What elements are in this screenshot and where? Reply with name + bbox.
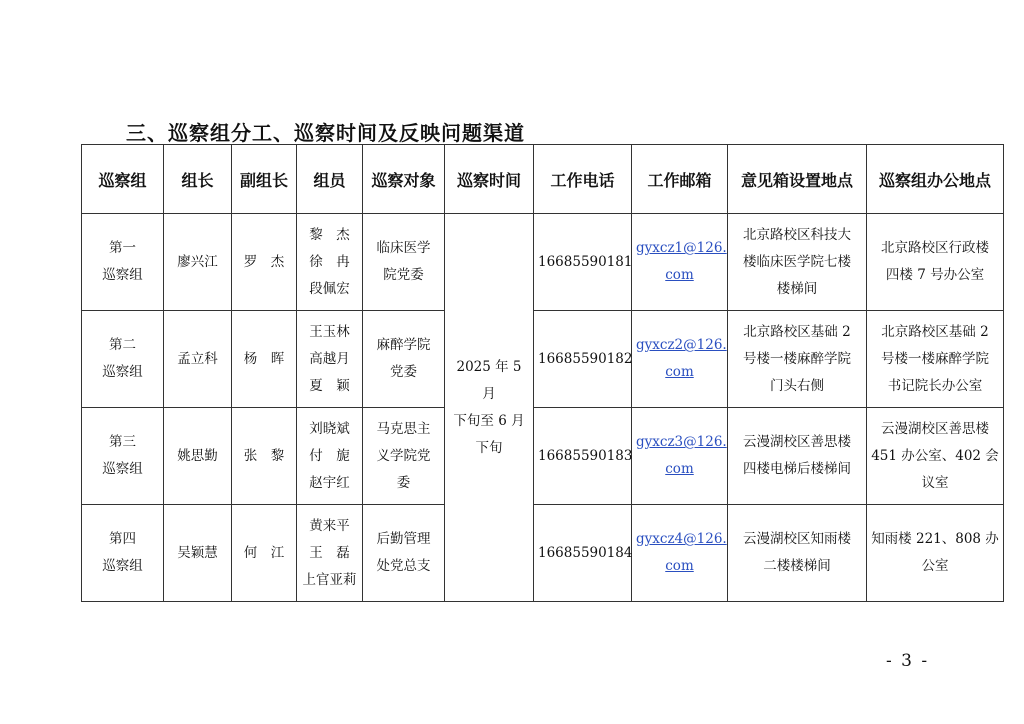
leader-cell: 姚思勤 [164,408,232,505]
phone-cell: 16685590181 [534,214,632,311]
members-cell: 刘晓斌 付 旎 赵宇红 [297,408,363,505]
box-location-cell: 云漫湖校区善思楼 四楼电梯后楼梯间 [728,408,867,505]
email-cell [632,408,728,505]
group-cell: 第一 巡察组 [82,214,164,311]
leader-cell: 廖兴江 [164,214,232,311]
box-location-cell: 云漫湖校区知雨楼 二楼楼梯间 [728,505,867,602]
group-cell: 第三 巡察组 [82,408,164,505]
page-number: - 3 - [886,651,930,671]
email-link[interactable]: gyxcz1@126. com [636,240,727,283]
deputy-cell: 何 江 [232,505,297,602]
office-location-cell: 知雨楼 221、808 办 公室 [867,505,1004,602]
email-link[interactable]: gyxcz3@126. com [636,434,727,477]
group-cell: 第二 巡察组 [82,311,164,408]
header-time: 巡察时间 [445,145,534,214]
header-target: 巡察对象 [363,145,445,214]
office-location-cell: 云漫湖校区善思楼 451 办公室、402 会 议室 [867,408,1004,505]
deputy-cell: 杨 晖 [232,311,297,408]
box-location-cell: 北京路校区科技大 楼临床医学院七楼 楼梯间 [728,214,867,311]
header-phone: 工作电话 [534,145,632,214]
time-cell: 2025 年 5 月 下旬至 6 月 下旬 [445,214,534,602]
group-cell: 第四 巡察组 [82,505,164,602]
header-deputy: 副组长 [232,145,297,214]
header-group: 巡察组 [82,145,164,214]
table-row [82,311,1004,408]
target-cell: 临床医学 院党委 [363,214,445,311]
email-cell [632,311,728,408]
members-cell: 黄来平 王 磊 上官亚莉 [297,505,363,602]
header-office-location: 巡察组办公地点 [867,145,1004,214]
deputy-cell: 张 黎 [232,408,297,505]
leader-cell: 孟立科 [164,311,232,408]
target-cell: 麻醉学院 党委 [363,311,445,408]
phone-cell: 16685590184 [534,505,632,602]
members-cell: 王玉林 高越月 夏 颖 [297,311,363,408]
office-location-cell: 北京路校区行政楼 四楼 7 号办公室 [867,214,1004,311]
deputy-cell: 罗 杰 [232,214,297,311]
members-cell: 黎 杰 徐 冉 段佩宏 [297,214,363,311]
table-row [82,505,1004,602]
table-header-row [82,145,1004,214]
leader-cell: 吴颖慧 [164,505,232,602]
table-row [82,408,1004,505]
email-link[interactable]: gyxcz4@126. com [636,531,727,574]
section-heading: 三、巡察组分工、巡察时间及反映问题渠道 [126,121,525,145]
header-leader: 组长 [164,145,232,214]
box-location-cell: 北京路校区基础 2 号楼一楼麻醉学院 门头右侧 [728,311,867,408]
phone-cell: 16685590182 [534,311,632,408]
header-box-location: 意见箱设置地点 [728,145,867,214]
target-cell: 马克思主 义学院党 委 [363,408,445,505]
inspection-table [81,144,1004,602]
office-location-cell: 北京路校区基础 2 号楼一楼麻醉学院 书记院长办公室 [867,311,1004,408]
email-link[interactable]: gyxcz2@126. com [636,337,727,380]
header-members: 组员 [297,145,363,214]
phone-cell: 16685590183 [534,408,632,505]
email-cell [632,214,728,311]
email-cell [632,505,728,602]
target-cell: 后勤管理 处党总支 [363,505,445,602]
table-row [82,214,1004,311]
header-email: 工作邮箱 [632,145,728,214]
